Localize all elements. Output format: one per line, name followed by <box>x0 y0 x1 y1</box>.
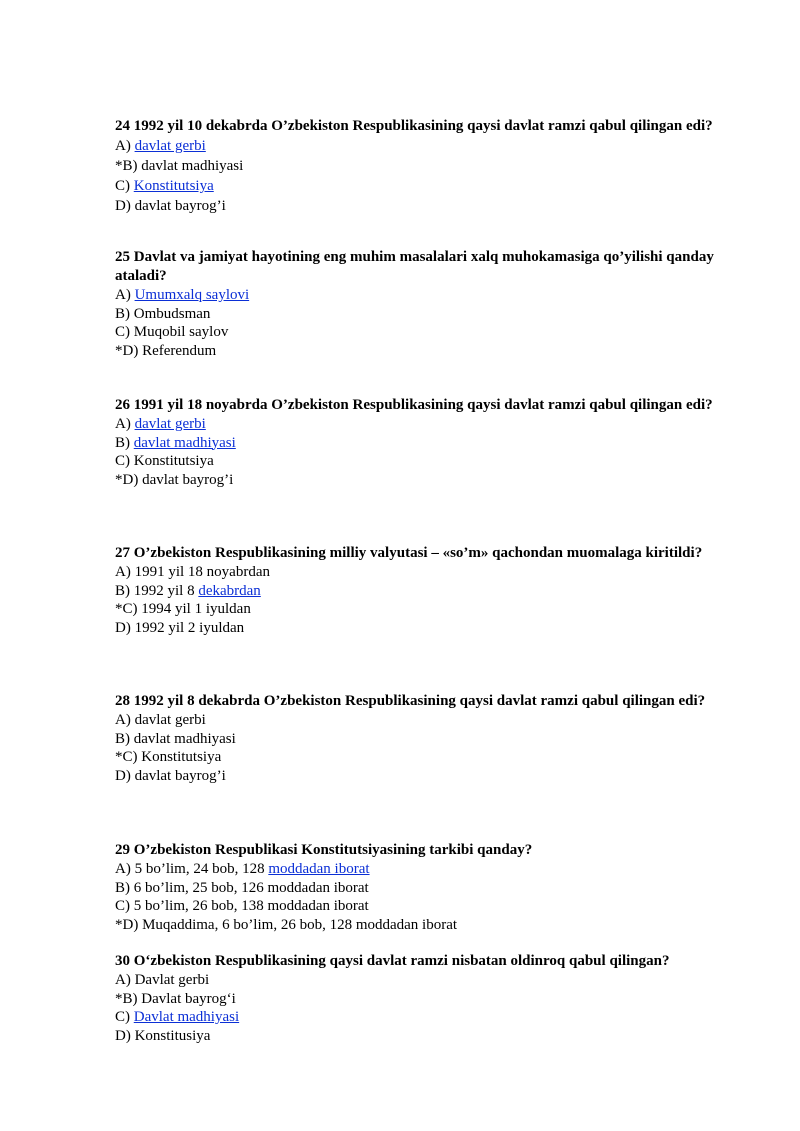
question-block-29 <box>115 841 735 934</box>
option-link[interactable]: moddadan iborat <box>268 861 370 877</box>
option-a: A) 1991 yil 18 noyabrdan <box>115 564 270 580</box>
option-d: D) Konstitusiya <box>115 1027 211 1044</box>
option-a: A) 5 bo’lim, 24 bob, 128 moddadan iborat <box>115 861 370 877</box>
option-link[interactable]: davlat madhiyasi <box>133 434 236 451</box>
question-text: 28 1992 yil 8 dekabrda O’zbekiston Respublikasining qaysi davlat ramzi qabul qilingan edi? <box>115 693 706 709</box>
question-block-25 <box>115 248 735 360</box>
option-b: B) 1992 yil 8 dekabrdan <box>115 582 261 599</box>
option-a: A) Davlat gerbi <box>115 972 210 988</box>
option-b: *B) davlat madhiyasi <box>115 158 244 174</box>
question-text: 27 O’zbekiston Respublikasining milliy valyutasi – «so’m» qachondan muomalaga kiritildi? <box>115 545 703 561</box>
question-block-30 <box>115 952 735 1045</box>
option-d: D) 1992 yil 2 iyuldan <box>115 619 245 636</box>
question-block-28 <box>115 692 735 785</box>
option-a: A) davlat gerbi <box>115 138 206 154</box>
option-c: C) Konstitutsiya <box>115 178 214 194</box>
option-link[interactable]: Konstitutsiya <box>133 178 214 194</box>
option-d: D) davlat bayrog’i <box>115 767 226 784</box>
option-d: *D) davlat bayrog’i <box>115 471 234 488</box>
option-link[interactable]: Davlat madhiyasi <box>133 1009 240 1025</box>
option-c: C) Konstitutsiya <box>115 453 214 469</box>
question-text: 25 Davlat va jamiyat hayotining eng muhim masalalari xalq muhokamasiga qo’yilishi qanday ataladi? <box>115 249 714 284</box>
option-a: A) Umumxalq saylovi <box>115 287 250 303</box>
question-text: 24 1992 yil 10 dekabrda O’zbekiston Respublikasining qaysi davlat ramzi qabul qilingan edi? <box>115 118 713 134</box>
question-text: 29 O’zbekiston Respublikasi Konstitutsiyasining tarkibi qanday? <box>115 842 533 858</box>
option-b: B) davlat madhiyasi <box>115 434 236 451</box>
option-d: D) davlat bayrog’i <box>115 198 226 214</box>
option-a: A) davlat gerbi <box>115 416 206 432</box>
option-a: A) davlat gerbi <box>115 712 206 728</box>
question-block-27 <box>115 544 735 637</box>
option-d: *D) Muqaddima, 6 bo’lim, 26 bob, 128 moddadan iborat <box>115 916 458 933</box>
option-c: *C) 1994 yil 1 iyuldan <box>115 601 251 617</box>
option-link[interactable]: davlat gerbi <box>134 416 206 432</box>
option-b: B) davlat madhiyasi <box>115 730 236 747</box>
option-b: *B) Davlat bayrog‘i <box>115 990 236 1007</box>
question-text: 30 O‘zbekiston Respublikasining qaysi davlat ramzi nisbatan oldinroq qabul qilingan? <box>115 953 670 969</box>
question-block-26 <box>115 396 735 489</box>
question-block-24 <box>115 117 735 216</box>
option-c: *C) Konstitutsiya <box>115 749 222 765</box>
option-link[interactable]: dekabrdan <box>198 582 261 599</box>
option-d: *D) Referendum <box>115 342 217 359</box>
option-b: B) 6 bo’lim, 25 bob, 126 moddadan iborat <box>115 879 369 896</box>
option-link[interactable]: Umumxalq saylovi <box>134 287 250 303</box>
option-c: C) Muqobil saylov <box>115 324 229 340</box>
question-text: 26 1991 yil 18 noyabrda O’zbekiston Respublikasining qaysi davlat ramzi qabul qilingan edi? <box>115 397 713 413</box>
option-b: B) Ombudsman <box>115 305 211 322</box>
option-c: C) Davlat madhiyasi <box>115 1009 240 1025</box>
option-link[interactable]: davlat gerbi <box>134 138 206 154</box>
option-c: C) 5 bo’lim, 26 bob, 138 moddadan iborat <box>115 898 369 914</box>
